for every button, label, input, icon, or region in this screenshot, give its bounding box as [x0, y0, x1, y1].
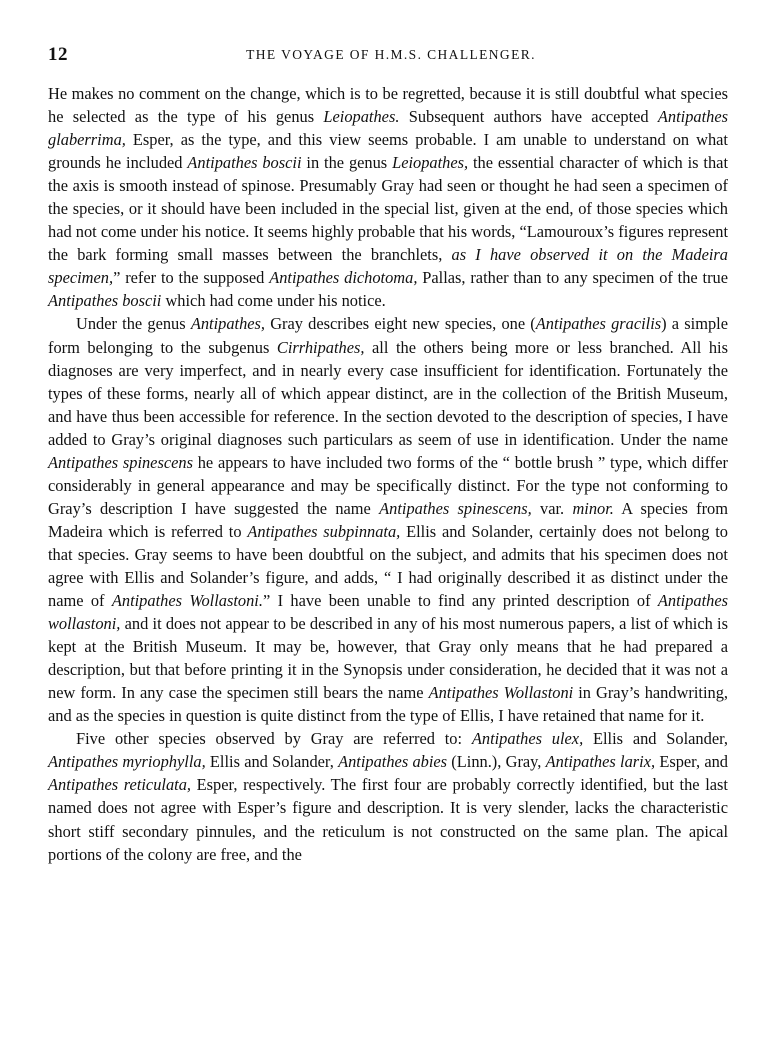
page-number: 12	[48, 44, 68, 65]
italic-text: Antipathes glaberrima,	[48, 107, 729, 150]
italic-text: Antipathes spinescens	[48, 452, 193, 472]
italic-text: Antipathes ulex,	[471, 729, 584, 749]
italic-text: Antipathes Wollastoni.	[111, 591, 263, 611]
paragraph	[48, 312, 728, 727]
italic-text: Antipathes reticulata,	[48, 775, 191, 795]
text-run: He makes no comment on the change, which is to be regretted, because it is still doubtful what species he selected as the type of his genus	[48, 84, 728, 127]
text-run: Esper, respectively. The first four are probably correctly identified, but the last named does not agree with Esper’s figure and description. It is very slender, lacks the characteristic short stiff secondary pinnules, and the reticulum is not constructed on the same plan. The apical portions of the colony are free, and the	[48, 775, 728, 864]
paragraph	[48, 82, 728, 312]
text-run: Ellis and Solander,	[583, 729, 729, 749]
text-run: Subsequent authors have accepted	[399, 107, 658, 127]
text-run: Gray describes eight new species, one (	[265, 314, 536, 334]
italic-text: minor.	[572, 498, 614, 518]
italic-text: Cirrhipathes,	[276, 337, 365, 357]
text-run: Esper, and	[655, 752, 728, 772]
italic-text: Antipathes boscii	[48, 291, 162, 311]
paragraph	[48, 727, 728, 865]
document-page	[48, 44, 728, 866]
text-run: and it does not appear to be described in any of his most numerous papers, a list of which is kept at the British Museum. It may be, however, that Gray only means that he had prepared a description, but that before printing it in the Synopsis under consideration, he decided that it was not a new form. In any case the specimen still bears the name	[48, 614, 728, 703]
italic-text: Antipathes myriophylla,	[48, 752, 206, 772]
text-run: he appears to have included two forms of the “ bottle brush ” type, which differ considerably in general appearance and may be specifically distinct. For the type not conforming to Gray’s description I have suggested the name	[48, 452, 728, 518]
italic-text: Antipathes spinescens,	[379, 498, 532, 518]
text-run: ” refer to the supposed	[113, 268, 270, 288]
text-run: Pallas, rather than to any specimen of the true	[417, 268, 728, 288]
italic-text: Antipathes wollastoni,	[48, 591, 729, 634]
italic-text: Antipathes dichotoma,	[269, 268, 418, 288]
italic-text: Antipathes boscii	[187, 153, 302, 173]
text-run: the essential character of which is that the axis is smooth instead of spinose. Presumably Gray had seen or thought he had seen a specimen of the species, or it should have been included in the special list, given at the end, of those species which had not come under his notice. It seems highly probable that his words, “Lamouroux’s figures represent the bark forming small masses between the branchlets,	[48, 153, 729, 265]
italic-text: Antipathes larix,	[545, 752, 656, 772]
body-text	[48, 82, 728, 866]
text-run: Ellis and Solander, certainly does not belong to that species. Gray seems to have been doubtful on the subject, and admits that his specimen does not agree with Ellis and Solander’s figure, and adds, “ I had originally described it as distinct under the name of	[48, 521, 728, 611]
text-run: which had come under his notice.	[161, 291, 386, 311]
text-run: Esper, as the type, and this view seems probable. I am unable to understand on what grounds he included	[48, 130, 728, 173]
italic-text: Antipathes subpinnata,	[247, 521, 401, 541]
italic-text: as I have observed it on the Madeira specimen,	[48, 245, 728, 288]
text-run: ) a simple form belonging to the subgenus	[48, 314, 728, 357]
text-run: Five other species observed by Gray are referred to:	[76, 729, 472, 749]
text-run: Ellis and Solander,	[205, 752, 339, 772]
text-run: A species from Madeira which is referred to	[48, 498, 728, 541]
running-head	[48, 44, 728, 70]
text-run: ” I have been unable to find any printed description of	[262, 591, 658, 611]
text-run: in Gray’s handwriting, and as the species in question is quite distinct from the type of Ellis, I have retained that name for it.	[48, 683, 729, 726]
text-run: Under the genus	[76, 314, 191, 334]
italic-text: Antipathes gracilis	[535, 314, 662, 334]
text-run: all the others being more or less branched. All his diagnoses are very imperfect, and in nearly every case insufficient for identification. Fortunately the types of these forms, nearly all of which appear distinct, are in the collection of the British Museum, and have thus been accessible for reference. In the section devoted to the description of species, I have added to Gray’s original diagnoses such particulars as seem of use in identification. Under the name	[48, 337, 728, 449]
italic-text: Leiopathes,	[392, 153, 469, 173]
italic-text: Leiopathes.	[323, 107, 400, 127]
text-run: (Linn.), Gray,	[447, 752, 546, 772]
italic-text: Antipathes abies	[338, 752, 448, 772]
text-run: in the genus	[301, 153, 393, 173]
text-run: var.	[531, 498, 573, 518]
italic-text: Antipathes,	[190, 314, 266, 334]
italic-text: Antipathes Wollastoni	[428, 683, 574, 703]
running-title: THE VOYAGE OF H.M.S. CHALLENGER.	[246, 47, 536, 62]
